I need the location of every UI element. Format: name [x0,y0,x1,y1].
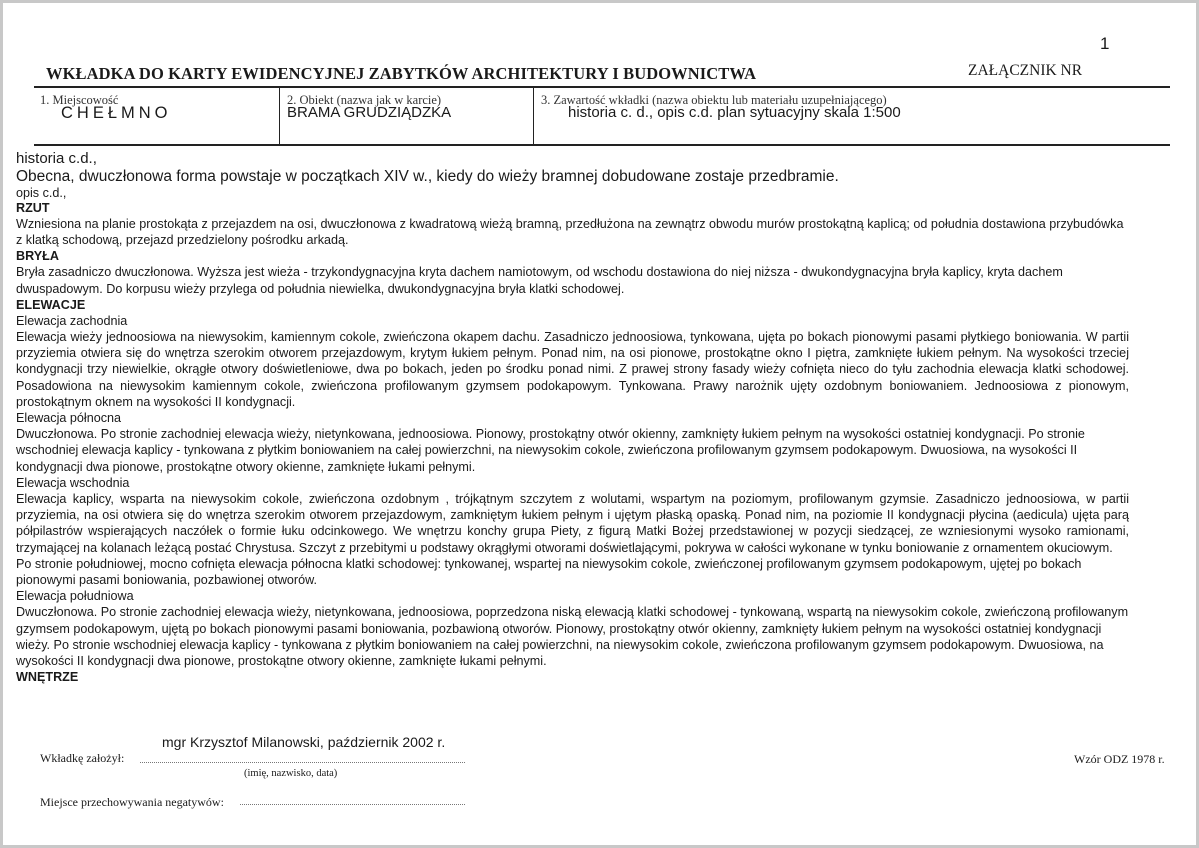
west-elevation-text: Elewacja wieży jednoosiowa na niewysokim, kamiennym cokole, zwieńczona okapem dachu. Zasadniczo jednoosiowa, tynkowana, ujęta po bokach pionowymi pasami płytkiego boniowania. W partii przyziemia otwiera się do wnętrza szerokim otworem przejazdowym, krytym łukiem pełnym. Ponad nim, na osi pionowe, prostokątne okno I piętra, zamknięte łukiem pełnym. Na wysokości trzeciej kondygnacji trzy niewielkie, okrągłe otwory doświetleniowe, dwa po bokach, jeden po środku ponad nimi. Z prawej strony fasady wieży cofnięta nieco do tyłu zachodnia elewacja klatki schodowej. Posadowiona na niewysokim kamiennym cokole, zwieńczona profilowanym gzymsem podokapowym. Tynkowana. Prawy narożnik ujęty ozdobnym boniowaniem. Jednoosiowa z pionowym, prostokątnym oknem na wysokości II kondygnacji. [16,330,1129,409]
south-elevation-title: Elewacja południowa [16,589,134,604]
north-elevation-text: Dwuczłonowa. Po stronie zachodniej elewacja wieży, nietynkowana, jednoosiowa. Pionowy, prostokątny otwór okienny, zamknięty łukiem pełnym na wysokości ostatniej kondygnacji. Po stronie wschodniej elewacja kaplicy - tynkowana z płytkim boniowaniem na całej powierzchni, na niewysokim cokole, zwieńczona profilowanym gzymsem podokapowym. Dwuosiowa, na wysokości II kondygnacji dwa pionowe, prostokątne otwory okienne, zamknięte łukami pełnymi. [16,427,1085,474]
content-value: historia c. d., opis c.d. plan sytuacyjny skala 1:500 [568,104,901,121]
form-title: WKŁADKA DO KARTY EWIDENCYJNEJ ZABYTKÓW ARCHITEKTURY I BUDOWNICTWA [46,64,757,83]
header-rule-bottom [34,144,1170,146]
interior-heading: WNĘTRZE [16,670,79,685]
elewacje-heading: ELEWACJE [16,297,86,312]
description-body [16,150,1129,735]
opis-label: opis c.d., [16,186,67,200]
bryla-heading: BRYŁA [16,249,59,264]
object-label: 2. Obiekt (nazwa jak w karcie) [287,93,442,107]
negatives-dotted-line [240,803,465,805]
header-rule-top [34,86,1170,88]
east-elevation-text: Elewacja kaplicy, wsparta na niewysokim cokole, zwieńczona ozdobnym , trójkątnym szczytem z wolutami, wspartym na poziomym, profilowanym gzymsie. Zasadniczo jednoosiowa, w partii przyziemia, na osi otwiera się do wnętrza szerokim otworem przejazdowym, zamkniętym łukiem pełnym i ujętym płaską opaską. Ponad nim, na poziomie II kondygnacji płycina (aedicula) ujęta parą półpilastrów wspierających naczółek o formie łuku odcinkowego. We wnętrzu konchy grupa Piety, z figurą Matki Bożej przedstawionej w pozycji siedzącej, ze wzniesionymi wysoko ramionami, trzymającej na kolanach leżącą postać Chrystusa. Szczyt z przebitymi u podstawy okrągłymi otworami doświetlającymi, pokrywa w całości wykonane w tynku boniowanie z ornamentem okuciowym. [16,492,1129,555]
bryla-text: Bryła zasadniczo dwuczłonowa. Wyższa jest wieża - trzykondygnacyjna kryta dachem namiotowym, od wschodu dostawiona do niej niższa - dwukondygnacyjna bryła kaplicy, kryta dachem dwuspadowym. Do korpusu wieży przylega od południa niewielka, dwukondygnacyjna bryła klatki schodowej. [16,265,1063,296]
content-label: 3. Zawartość wkładki (nazwa obiektu lub materiału uzupełniającego) [541,93,887,107]
history-text: Obecna, dwuczłonowa forma powstaje w początkach XIV w., kiedy do wieży bramnej dobudowane zostaje przedbramie. [16,168,839,185]
field-divider [279,87,280,145]
author-line: mgr Krzysztof Milanowski, październik 2002 r. [162,734,446,750]
name-date-hint: (imię, nazwisko, data) [244,768,338,779]
east-elevation-text-2: Po stronie południowej, mocno cofnięta elewacja północna klatki schodowej: tynkowanej, wspartej na niewysokim cokole, zwieńczonej profilowanym gzymsem podokapowym, ujętej po bokach pionowymi pasami boniowania, pozbawionej otworów. [16,556,1082,588]
north-elevation-title: Elewacja północna [16,411,122,426]
founded-by-label: Wkładkę założył: [40,751,125,765]
rzut-heading: RZUT [16,201,50,215]
east-elevation-title: Elewacja wschodnia [16,475,130,490]
negatives-location-label: Miejsce przechowywania negatywów: [40,795,224,809]
rzut-text: Wzniesiona na planie prostokąta z przejazdem na osi, dwuczłonowa z kwadratową wieżą bramną, przedłużona na zewnątrz obwodu murów prostokątną kaplicą; od południa dostawiona przybudówka z klatką schodową, przejazd przedzielony pośrodku arkadą. [16,217,1124,248]
locality-label: 1. Miejscowość [40,93,119,107]
object-value: BRAMA GRUDZIĄDZKA [287,104,452,121]
field-divider [533,87,534,145]
page-number: 1 [1100,34,1110,53]
locality-value: CHEŁMNO [61,104,172,122]
founded-by-dotted-line [140,761,465,763]
west-elevation-title: Elewacja zachodnia [16,313,128,328]
history-label: historia c.d., [16,150,97,167]
annex-label: ZAŁĄCZNIK NR [968,62,1083,79]
form-pattern-label: Wzór ODZ 1978 r. [1074,752,1165,766]
south-elevation-text: Dwuczłonowa. Po stronie zachodniej elewacja wieży, nietynkowana, jednoosiowa, poprzedzona niską elewacją klatki schodowej - tynkowaną, wspartą na niewysokim cokole, zwieńczoną profilowanym gzymsem podokapowym, ujętą po bokach pionowymi pasami boniowania, pozbawioną otworów. Pionowy, prostokątny otwór okienny, zamknięty łukiem pełnym na wysokości ostatniej kondygnacji wieży. Po stronie wschodniej elewacja kaplicy - tynkowana z płytkim boniowaniem na całej powierzchni, na niewysokim cokole, zwieńczona profilowanym gzymsem podokapowym. Dwuosiowa, na wysokości II kondygnacji dwa pionowe, prostokątne otwory okienne, zamknięte łukami pełnymi. [16,605,1129,669]
